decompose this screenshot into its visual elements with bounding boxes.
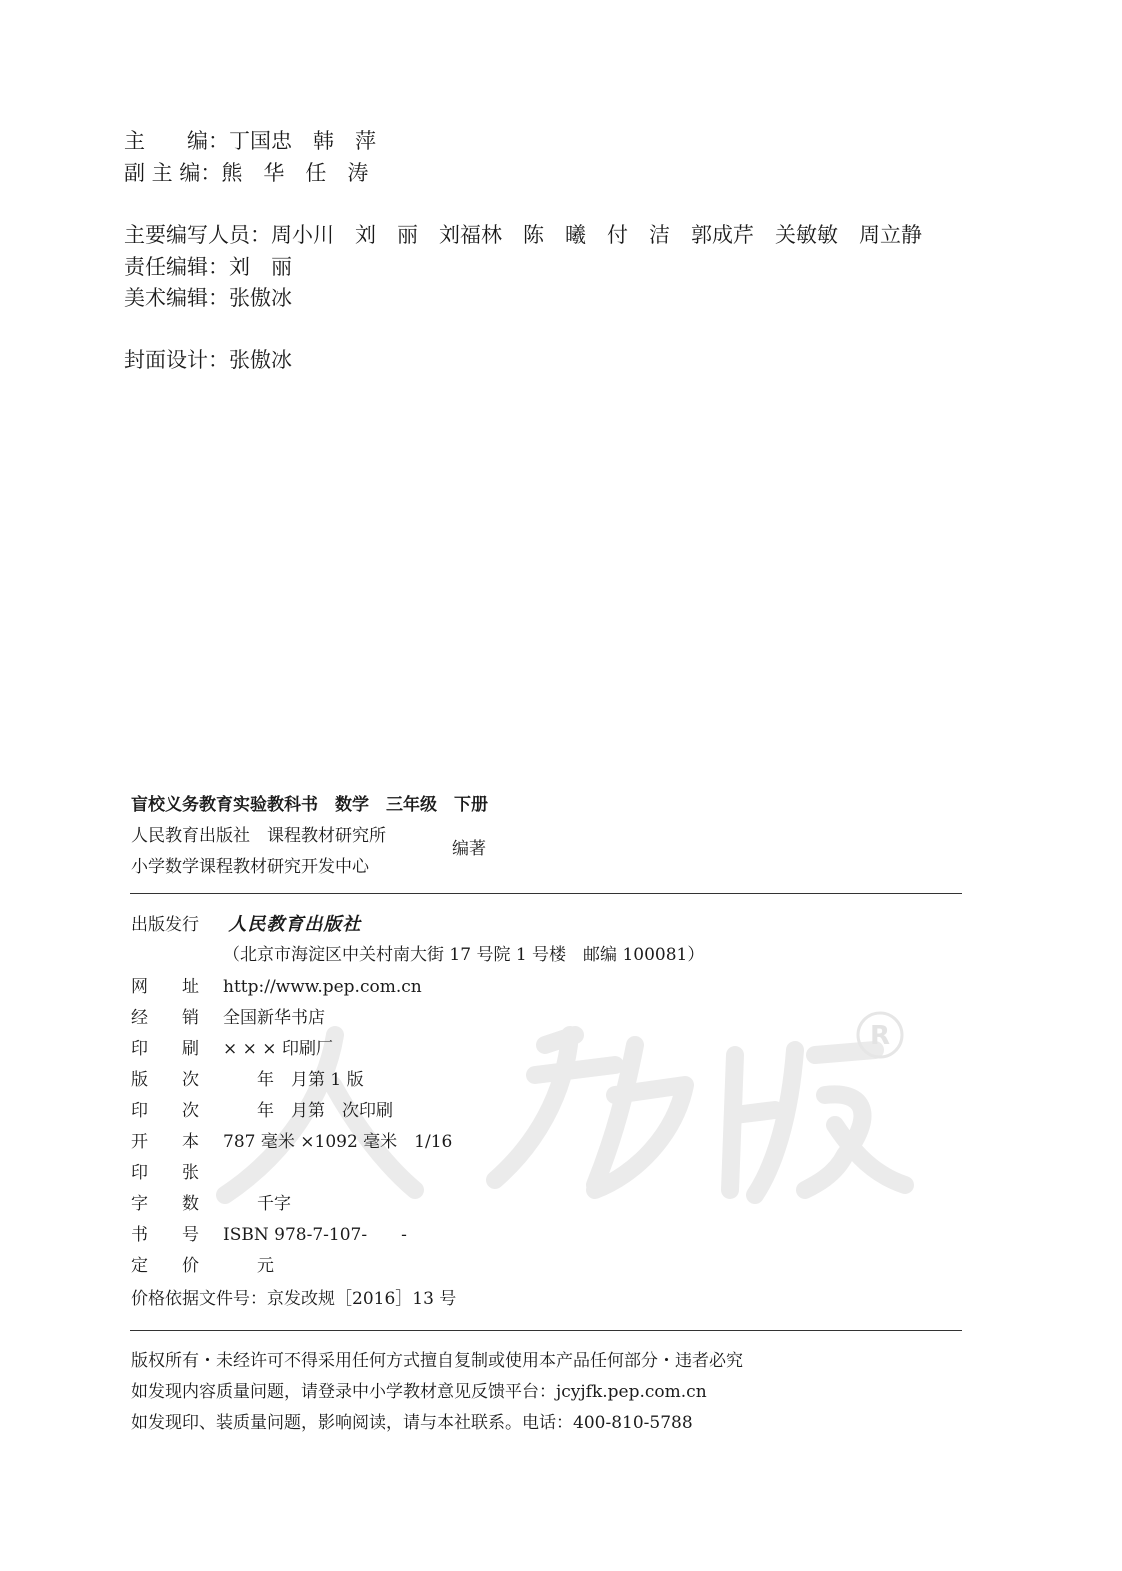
publisher-row bbox=[131, 915, 361, 935]
imprint-row-label: 印 次 bbox=[131, 1101, 199, 1121]
imprint-row-label: 印 张 bbox=[131, 1163, 199, 1183]
cover-design-names: 张傲冰 bbox=[229, 348, 292, 372]
imprint-row-label: 定 价 bbox=[131, 1256, 199, 1276]
imprint-row bbox=[131, 1070, 364, 1090]
publisher-address: （北京市海淀区中关村南大街 17 号院 1 号楼 邮编 100081） bbox=[223, 945, 705, 965]
imprint-row-label: 网 址 bbox=[131, 977, 199, 997]
imprint-row-label: 书 号 bbox=[131, 1225, 199, 1245]
imprint-row-label: 经 销 bbox=[131, 1008, 199, 1028]
chief-editor-names: 丁国忠 韩 萍 bbox=[229, 129, 376, 153]
imprint-row bbox=[131, 1194, 291, 1214]
imprint-row bbox=[131, 1101, 393, 1121]
imprint-row-value: 年 月第 1 版 bbox=[223, 1070, 364, 1090]
imprint-row-value: 元 bbox=[223, 1256, 274, 1276]
imprint-row bbox=[131, 1008, 325, 1028]
imprint-row-label: 开 本 bbox=[131, 1132, 199, 1152]
chief-editor-label: 主 编： bbox=[124, 129, 229, 153]
imprint-row-value: 全国新华书店 bbox=[223, 1008, 325, 1028]
copyright-notice: 版权所有・未经许可不得采用任何方式擅自复制或使用本产品任何部分・违者必究 bbox=[131, 1351, 743, 1371]
deputy-editor-label: 副 主 编： bbox=[124, 161, 222, 185]
imprint-row-value: 年 月第 次印刷 bbox=[223, 1101, 393, 1121]
divider-bottom bbox=[130, 1330, 962, 1331]
art-editor-line bbox=[124, 282, 292, 314]
imprint-row-label: 版 次 bbox=[131, 1070, 199, 1090]
imprint-row-label: 印 刷 bbox=[131, 1039, 199, 1059]
responsible-editor-label: 责任编辑： bbox=[124, 255, 229, 279]
publisher-line-2: 小学数学课程教材研究开发中心 bbox=[131, 857, 369, 877]
imprint-row bbox=[131, 1132, 452, 1152]
main-writers-label: 主要编写人员： bbox=[124, 223, 271, 247]
imprint-row bbox=[131, 1163, 223, 1183]
cover-design-line bbox=[124, 344, 292, 376]
imprint-row-label: 字 数 bbox=[131, 1194, 199, 1214]
imprint-row bbox=[131, 1225, 407, 1245]
price-basis: 价格依据文件号：京发改规［2016］13 号 bbox=[131, 1289, 457, 1309]
deputy-editor-line bbox=[124, 157, 368, 189]
book-title: 盲校义务教育实验教科书 数学 三年级 下册 bbox=[131, 795, 488, 815]
deputy-editor-names: 熊 华 任 涛 bbox=[221, 161, 369, 185]
authorship-label: 编著 bbox=[452, 839, 486, 859]
main-writers-names: 周小川 刘 丽 刘福林 陈 曦 付 洁 郭成芹 关敏敏 周立静 bbox=[271, 223, 922, 247]
main-writers-line bbox=[124, 219, 922, 251]
publisher-label: 出版发行 bbox=[131, 915, 199, 935]
publisher-logo: 人民教育出版社 bbox=[228, 914, 362, 935]
imprint-row bbox=[131, 1256, 274, 1276]
imprint-row-value: 787 毫米 ×1092 毫米 1/16 bbox=[223, 1132, 453, 1152]
publisher-line-1: 人民教育出版社 课程教材研究所 bbox=[131, 826, 386, 846]
responsible-editor-line bbox=[124, 251, 292, 283]
cover-design-label: 封面设计： bbox=[124, 348, 229, 372]
art-editor-label: 美术编辑： bbox=[124, 286, 229, 310]
print-feedback-notice: 如发现印、装质量问题，影响阅读，请与本社联系。电话：400-810-5788 bbox=[131, 1413, 693, 1433]
art-editor-names: 张傲冰 bbox=[229, 286, 292, 310]
chief-editor-line bbox=[124, 125, 376, 157]
imprint-row-value: ISBN 978-7-107- - bbox=[223, 1225, 407, 1245]
imprint-row bbox=[131, 977, 422, 997]
imprint-row-value: × × × 印刷厂 bbox=[223, 1039, 333, 1059]
content-feedback-notice: 如发现内容质量问题，请登录中小学教材意见反馈平台：jcyjfk.pep.com.cn bbox=[131, 1382, 707, 1402]
responsible-editor-names: 刘 丽 bbox=[229, 255, 292, 279]
imprint-row-value: http://www.pep.com.cn bbox=[223, 977, 422, 997]
divider-top bbox=[130, 893, 962, 894]
svg-text:R: R bbox=[869, 1021, 891, 1051]
imprint-row bbox=[131, 1039, 333, 1059]
imprint-row-value: 千字 bbox=[223, 1194, 291, 1214]
